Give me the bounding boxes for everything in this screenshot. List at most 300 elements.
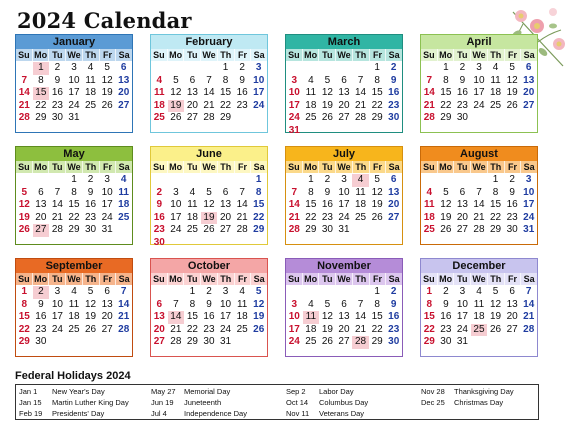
- day-cell: 26: [371, 211, 383, 223]
- month-october: [150, 258, 268, 357]
- day-cell: 13: [153, 311, 165, 322]
- day-cell: 16: [236, 87, 248, 98]
- day-cell: 3: [291, 74, 298, 86]
- day-cell: 1: [71, 174, 77, 185]
- day-cell: 23: [456, 99, 468, 111]
- empty-cell: [16, 174, 33, 187]
- day-cell: 29: [440, 112, 452, 123]
- day-cell: 17: [338, 199, 350, 210]
- day-cell: 3: [341, 174, 347, 185]
- weekday-label: Th: [218, 161, 235, 173]
- day-cell: 7: [357, 298, 364, 310]
- day-cell: 6: [341, 298, 347, 310]
- day-cell: 4: [492, 62, 499, 73]
- day-cell: 27: [456, 224, 468, 235]
- day-cell: 30: [153, 236, 165, 248]
- empty-cell: [336, 62, 353, 75]
- day-cell: 3: [173, 186, 179, 198]
- day-cell: 20: [220, 211, 232, 223]
- weekday-label: Th: [488, 273, 505, 285]
- day-cell: 31: [288, 124, 300, 136]
- day-cell: 21: [355, 323, 367, 335]
- holiday-date: 28: [352, 336, 369, 349]
- day-cell: 22: [371, 99, 383, 111]
- day-cell: 11: [85, 74, 96, 86]
- day-cell: 30: [440, 336, 452, 347]
- day-cell: 20: [523, 87, 535, 98]
- day-cell: 25: [305, 336, 317, 347]
- day-cell: 27: [118, 99, 130, 111]
- day-cell: 27: [523, 99, 535, 111]
- weekday-label: Su: [151, 161, 168, 173]
- holiday-entry: [421, 397, 551, 408]
- day-cell: 10: [338, 186, 350, 198]
- holiday-date-label: Sep 2: [286, 387, 306, 396]
- day-cell: 21: [423, 99, 435, 111]
- day-cell: 18: [355, 199, 367, 210]
- day-cell: 10: [456, 298, 468, 310]
- day-cell: 26: [203, 224, 215, 235]
- day-cell: 12: [440, 199, 452, 210]
- day-cell: 25: [236, 323, 248, 335]
- day-cell: 9: [54, 74, 61, 86]
- day-cell: 7: [120, 286, 127, 297]
- day-cell: 21: [118, 311, 130, 322]
- day-cell: 27: [338, 112, 350, 123]
- empty-cell: [49, 174, 66, 187]
- weekday-label: Mo: [33, 273, 50, 285]
- day-cell: 10: [170, 199, 182, 210]
- day-cell: 4: [476, 286, 482, 297]
- day-cell: 10: [68, 74, 80, 86]
- day-cell: 26: [18, 224, 30, 235]
- day-cell: 29: [490, 224, 502, 235]
- day-cell: 25: [186, 224, 198, 235]
- holiday-entry: [421, 386, 551, 397]
- day-cell: 12: [371, 186, 383, 198]
- month-name: July: [286, 147, 402, 161]
- day-cell: 22: [253, 211, 265, 223]
- weekday-label: We: [336, 161, 353, 173]
- weekday-header: [421, 161, 537, 173]
- holiday-entry: [286, 397, 416, 408]
- day-cell: 12: [85, 298, 97, 310]
- day-cell: 30: [203, 336, 215, 347]
- day-cell: 21: [236, 211, 248, 223]
- day-cell: 12: [490, 298, 502, 310]
- weekday-label: Th: [83, 273, 100, 285]
- day-cell: 21: [203, 99, 215, 111]
- weekday-label: Tu: [319, 161, 336, 173]
- weekday-label: Su: [16, 49, 33, 61]
- page-title: 2024 Calendar: [17, 8, 192, 33]
- weekday-label: Fr: [235, 49, 252, 61]
- day-cell: 9: [206, 298, 212, 310]
- day-cell: 13: [338, 311, 350, 322]
- day-cell: 5: [374, 174, 380, 185]
- weekday-label: We: [66, 273, 83, 285]
- day-cell: 18: [473, 311, 485, 322]
- day-cell: 8: [374, 298, 380, 310]
- day-cell: 4: [120, 174, 127, 185]
- day-cell: 2: [509, 174, 515, 185]
- day-cell: 30: [456, 112, 468, 123]
- day-cell: 18: [68, 311, 80, 322]
- weekday-label: Su: [286, 49, 303, 61]
- holiday-date: 19: [168, 100, 185, 113]
- day-cell: 20: [153, 323, 165, 335]
- holiday-entry: [151, 397, 281, 408]
- day-cell: 2: [156, 186, 163, 198]
- weekday-label: We: [471, 49, 488, 61]
- day-cell: 15: [253, 199, 265, 210]
- day-cell: 11: [153, 87, 165, 98]
- day-cell: 26: [253, 323, 265, 335]
- day-cell: 25: [305, 112, 317, 123]
- day-cell: 16: [203, 311, 215, 322]
- empty-cell: [168, 62, 185, 75]
- day-cell: 14: [288, 199, 300, 210]
- weekday-label: Mo: [168, 49, 185, 61]
- holiday-column: [421, 386, 551, 408]
- day-cell: 18: [85, 87, 97, 98]
- weekday-header: [286, 49, 402, 61]
- day-cell: 10: [523, 186, 535, 198]
- holiday-date-label: Nov 11: [286, 409, 310, 418]
- day-cell: 4: [239, 286, 245, 297]
- day-cell: 16: [153, 211, 165, 223]
- holiday-date: 19: [201, 212, 218, 225]
- day-cell: 29: [68, 224, 80, 235]
- day-cell: 26: [506, 99, 518, 111]
- day-cell: 12: [203, 199, 215, 210]
- day-cell: 11: [423, 199, 435, 210]
- day-cell: 13: [506, 298, 518, 310]
- weekday-label: Sa: [388, 162, 400, 172]
- day-cell: 13: [118, 74, 130, 86]
- weekday-label: Mo: [33, 49, 50, 61]
- day-cell: 24: [51, 323, 63, 335]
- day-cell: 23: [51, 99, 63, 111]
- weekday-label: Th: [353, 273, 370, 285]
- day-cell: 1: [255, 174, 262, 185]
- empty-cell: [286, 174, 303, 187]
- empty-cell: [319, 286, 336, 299]
- empty-cell: [151, 174, 168, 187]
- day-cell: 1: [189, 286, 196, 297]
- weekday-label: Su: [16, 273, 33, 285]
- day-cell: 3: [255, 62, 262, 73]
- day-cell: 29: [186, 336, 198, 347]
- day-cell: 1: [308, 174, 314, 185]
- day-cell: 3: [525, 174, 532, 185]
- holiday-entry: [19, 397, 149, 408]
- day-cell: 16: [388, 87, 400, 98]
- weekday-label: Sa: [523, 274, 535, 284]
- weekday-label: Sa: [523, 50, 535, 60]
- weekday-label: We: [201, 273, 218, 285]
- weekday-label: Fr: [235, 273, 252, 285]
- weekday-header: [421, 273, 537, 285]
- weekday-label: We: [201, 161, 218, 173]
- day-cell: 16: [321, 199, 333, 210]
- day-cell: 7: [21, 74, 28, 86]
- day-cell: 7: [357, 74, 364, 86]
- empty-cell: [352, 286, 369, 299]
- day-cell: 24: [523, 211, 535, 223]
- day-cell: 2: [459, 62, 466, 73]
- day-cell: 27: [153, 336, 165, 347]
- day-cell: 28: [118, 323, 130, 335]
- day-cell: 29: [371, 336, 383, 347]
- day-cell: 2: [206, 286, 212, 297]
- empty-cell: [421, 174, 438, 187]
- day-cell: 12: [506, 74, 518, 86]
- weekday-label: Fr: [370, 161, 387, 173]
- holiday-date-label: Jul 4: [151, 409, 167, 418]
- month-name: December: [421, 259, 537, 273]
- weekday-label: We: [66, 49, 83, 61]
- weekday-label: Mo: [303, 273, 320, 285]
- day-cell: 17: [473, 87, 485, 98]
- weekday-label: Fr: [370, 49, 387, 61]
- weekday-label: Tu: [319, 49, 336, 61]
- day-cell: 14: [236, 199, 248, 210]
- weekday-label: Sa: [253, 162, 265, 172]
- day-cell: 30: [321, 224, 333, 235]
- day-cell: 16: [440, 311, 452, 322]
- day-cell: 22: [440, 99, 452, 111]
- day-cell: 24: [338, 211, 350, 223]
- day-cell: 25: [153, 112, 165, 123]
- day-cell: 28: [473, 224, 485, 235]
- day-cell: 2: [390, 286, 397, 297]
- day-cell: 20: [456, 211, 468, 223]
- day-cell: 31: [456, 336, 468, 347]
- federal-holidays-title: Federal Holidays 2024: [15, 370, 131, 382]
- empty-cell: [184, 62, 201, 75]
- weekday-label: Sa: [118, 274, 130, 284]
- weekday-label: Th: [83, 161, 100, 173]
- day-cell: 6: [38, 186, 44, 198]
- holiday-name: Independence Day: [184, 409, 247, 418]
- day-cell: 31: [523, 224, 535, 235]
- weekday-label: Su: [421, 273, 438, 285]
- weekday-label: Tu: [49, 273, 66, 285]
- weekday-label: Th: [83, 49, 100, 61]
- empty-cell: [201, 174, 218, 187]
- empty-cell: [438, 174, 455, 187]
- day-cell: 14: [203, 87, 215, 98]
- day-cell: 16: [456, 87, 468, 98]
- day-cell: 2: [87, 174, 94, 185]
- day-cell: 6: [390, 174, 397, 185]
- weekday-label: Tu: [454, 273, 471, 285]
- day-cell: 3: [291, 298, 298, 310]
- day-cell: 31: [220, 336, 232, 347]
- day-cell: 8: [374, 74, 380, 86]
- month-june: [150, 146, 268, 248]
- day-cell: 17: [288, 323, 300, 335]
- weekday-label: Th: [218, 49, 235, 61]
- day-cell: 2: [390, 62, 397, 73]
- day-cell: 5: [87, 286, 94, 297]
- day-cell: 19: [371, 199, 383, 210]
- month-name: November: [286, 259, 402, 273]
- weekday-label: Sa: [523, 162, 535, 172]
- weekday-label: Th: [488, 161, 505, 173]
- day-cell: 29: [253, 224, 265, 235]
- holiday-date: 14: [168, 311, 185, 324]
- month-july: [285, 146, 403, 245]
- day-cell: 6: [120, 62, 127, 73]
- day-cell: 6: [341, 74, 347, 86]
- weekday-label: We: [336, 49, 353, 61]
- day-cell: 18: [118, 199, 130, 210]
- weekday-label: Tu: [184, 161, 201, 173]
- empty-cell: [286, 286, 303, 299]
- weekday-label: Mo: [303, 49, 320, 61]
- weekday-label: Sa: [118, 50, 130, 60]
- day-cell: 27: [220, 224, 232, 235]
- day-cell: 19: [253, 311, 265, 322]
- day-cell: 30: [51, 112, 63, 123]
- day-cell: 13: [338, 87, 350, 98]
- empty-cell: [33, 174, 50, 187]
- day-cell: 1: [374, 286, 380, 297]
- day-cell: 9: [390, 74, 397, 86]
- day-cell: 7: [525, 286, 532, 297]
- holiday-entry: [286, 408, 416, 419]
- day-cell: 5: [509, 62, 515, 73]
- day-cell: 19: [101, 87, 113, 98]
- day-cell: 1: [443, 62, 449, 73]
- day-cell: 8: [222, 74, 229, 86]
- day-cell: 28: [18, 112, 30, 123]
- day-cell: 24: [170, 224, 182, 235]
- day-cell: 2: [54, 62, 61, 73]
- day-cell: 17: [456, 311, 468, 322]
- day-cell: 18: [186, 211, 198, 223]
- weekday-label: We: [201, 49, 218, 61]
- day-cell: 24: [456, 323, 468, 335]
- day-cell: 21: [170, 323, 182, 335]
- day-cell: 19: [321, 323, 333, 335]
- day-cell: 7: [291, 186, 298, 198]
- holiday-date-label: Nov 28: [421, 387, 445, 396]
- weekday-header: [16, 49, 132, 61]
- empty-cell: [454, 174, 471, 187]
- day-cell: 31: [101, 224, 113, 235]
- holiday-entry: [151, 408, 281, 419]
- weekday-label: We: [471, 273, 488, 285]
- weekday-label: Su: [286, 161, 303, 173]
- holiday-date-label: Jan 1: [19, 387, 38, 396]
- month-may: [15, 146, 133, 245]
- day-cell: 10: [473, 74, 485, 86]
- holiday-name: New Year's Day: [52, 387, 105, 396]
- month-name: January: [16, 35, 132, 49]
- weekday-label: Fr: [370, 273, 387, 285]
- holiday-date-label: Jun 19: [151, 398, 174, 407]
- day-cell: 5: [324, 74, 331, 86]
- day-cell: 17: [51, 311, 63, 322]
- day-cell: 3: [54, 286, 61, 297]
- weekday-label: Fr: [505, 161, 522, 173]
- weekday-label: Th: [353, 49, 370, 61]
- day-cell: 17: [253, 87, 265, 98]
- day-cell: 21: [523, 311, 535, 322]
- day-cell: 21: [355, 99, 367, 111]
- weekday-header: [286, 273, 402, 285]
- day-cell: 13: [456, 199, 468, 210]
- holiday-entry: [286, 386, 416, 397]
- day-cell: 1: [426, 286, 433, 297]
- empty-cell: [286, 62, 303, 75]
- day-cell: 3: [459, 286, 466, 297]
- weekday-label: Mo: [303, 161, 320, 173]
- day-cell: 2: [324, 174, 331, 185]
- day-cell: 2: [239, 62, 245, 73]
- day-cell: 23: [153, 224, 165, 235]
- day-cell: 31: [68, 112, 80, 123]
- holiday-column: [151, 386, 281, 419]
- day-cell: 20: [35, 211, 47, 223]
- weekday-label: Tu: [184, 49, 201, 61]
- day-cell: 22: [220, 99, 232, 111]
- day-cell: 15: [371, 87, 383, 98]
- day-cell: 6: [104, 286, 110, 297]
- day-cell: 9: [38, 298, 44, 310]
- weekday-label: Tu: [49, 49, 66, 61]
- weekday-label: Tu: [184, 273, 201, 285]
- day-cell: 22: [68, 211, 80, 223]
- day-cell: 3: [104, 174, 110, 185]
- holiday-name: Thanksgiving Day: [454, 387, 514, 396]
- day-cell: 23: [203, 323, 215, 335]
- day-cell: 13: [35, 199, 47, 210]
- day-cell: 6: [509, 286, 515, 297]
- day-cell: 12: [321, 87, 333, 98]
- day-cell: 5: [206, 186, 212, 198]
- day-cell: 28: [170, 336, 182, 347]
- day-cell: 7: [54, 186, 61, 198]
- holiday-name: Columbus Day: [319, 398, 369, 407]
- day-cell: 24: [220, 323, 232, 335]
- day-cell: 23: [388, 99, 400, 111]
- day-cell: 8: [38, 74, 44, 86]
- day-cell: 17: [170, 211, 182, 223]
- day-cell: 13: [523, 74, 535, 86]
- day-cell: 20: [118, 87, 130, 98]
- day-cell: 24: [288, 336, 300, 347]
- day-cell: 11: [118, 186, 129, 198]
- weekday-label: Sa: [253, 274, 265, 284]
- day-cell: 17: [101, 199, 113, 210]
- day-cell: 21: [18, 99, 30, 111]
- day-cell: 20: [186, 99, 198, 111]
- day-cell: 18: [490, 87, 502, 98]
- weekday-label: Th: [353, 161, 370, 173]
- weekday-label: Mo: [168, 273, 185, 285]
- day-cell: 16: [388, 311, 400, 322]
- day-cell: 28: [236, 224, 248, 235]
- day-cell: 25: [490, 99, 502, 111]
- day-cell: 28: [523, 323, 535, 335]
- day-cell: 16: [35, 311, 47, 322]
- holiday-date: 2: [33, 286, 50, 299]
- day-cell: 27: [338, 336, 350, 347]
